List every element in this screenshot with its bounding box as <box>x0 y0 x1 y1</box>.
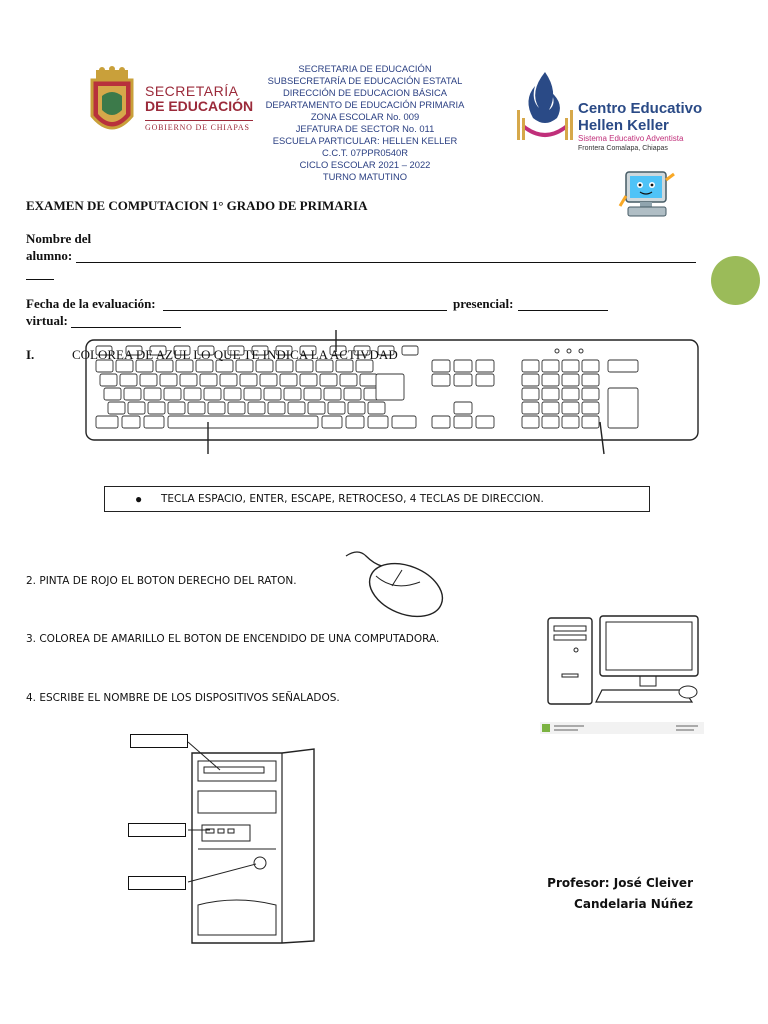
keyboard-key <box>432 360 450 372</box>
keyboard-key <box>300 374 317 386</box>
question-3: 3. COLOREA DE AMARILLO EL BOTON DE ENCENDIDO DE UNA COMPUTADORA. <box>26 633 440 645</box>
logo-line-1: SECRETARÍA <box>145 83 239 99</box>
secretaria-logo-text <box>145 84 253 132</box>
keyboard-key <box>188 402 205 414</box>
keyboard-key <box>392 416 416 428</box>
device-answer-box-3[interactable] <box>128 876 186 890</box>
school-name-1: Centro Educativo <box>578 100 703 117</box>
keyboard-key <box>344 388 361 400</box>
keyboard-key <box>348 402 365 414</box>
keyboard-key <box>288 402 305 414</box>
question-4: 4. ESCRIBE EL NOMBRE DE LOS DISPOSITIVOS SEÑALADOS. <box>26 692 340 704</box>
keyboard-key <box>542 374 559 386</box>
school-name-2: Hellen Keller <box>578 117 669 134</box>
keyboard-key <box>522 388 539 400</box>
keyboard-key <box>108 402 125 414</box>
keyboard-key <box>360 374 377 386</box>
keyboard-key <box>264 388 281 400</box>
logo-line-3: GOBIERNO DE CHIAPAS <box>145 120 253 132</box>
keyboard-key <box>562 416 579 428</box>
keyboard-key <box>522 416 539 428</box>
keyboard-key <box>120 374 137 386</box>
header-line: DIRECCIÓN DE EDUCACION BÁSICA <box>282 87 448 98</box>
keyboard-key <box>260 374 277 386</box>
keyboard-key <box>308 402 325 414</box>
name-line[interactable] <box>76 262 696 263</box>
virtual-line[interactable] <box>71 327 181 328</box>
device-answer-box-2[interactable] <box>128 823 186 837</box>
keyboard-key <box>542 388 559 400</box>
keyboard-key <box>542 416 559 428</box>
header-line: C.C.T. 07PPR0540R <box>322 147 408 158</box>
keyboard-key <box>284 388 301 400</box>
date-label: Fecha de la evaluación: <box>26 296 156 311</box>
keyboard-key <box>322 416 342 428</box>
keyboard-key <box>542 360 559 372</box>
keyboard-key <box>304 388 321 400</box>
school-place: Frontera Comalapa, Chiapas <box>578 145 668 152</box>
presencial-label: presencial: <box>453 296 514 311</box>
virtual-label: virtual: <box>26 313 68 328</box>
section-number: I. <box>26 347 35 362</box>
keyboard-key <box>128 402 145 414</box>
bullet-icon: ● <box>135 492 143 506</box>
keyboard-key <box>522 402 539 414</box>
keyboard-key <box>562 402 579 414</box>
header-line: ZONA ESCOLAR No. 009 <box>310 111 420 122</box>
keyboard-key <box>268 402 285 414</box>
keyboard-key <box>204 388 221 400</box>
school-logo-text <box>578 100 702 153</box>
keyboard-key <box>164 388 181 400</box>
keyboard-key <box>328 402 345 414</box>
keyboard-key <box>148 402 165 414</box>
keyboard-key <box>124 388 141 400</box>
school-subtitle: Sistema Educativo Adventista <box>578 134 684 143</box>
presencial-line[interactable] <box>518 310 608 311</box>
keyboard-key <box>220 374 237 386</box>
keyboard-key <box>144 416 164 428</box>
keyboard-key <box>368 416 388 428</box>
keyboard-key <box>240 374 257 386</box>
keyboard-key <box>228 402 245 414</box>
keyboard-key <box>368 402 385 414</box>
header-line: DEPARTAMENTO DE EDUCACIÓN PRIMARIA <box>265 99 465 110</box>
keyboard-key <box>476 374 494 386</box>
keyboard-key <box>168 402 185 414</box>
keyboard-key <box>582 374 599 386</box>
chiapas-seal-icon <box>86 66 138 142</box>
keyboard-key <box>376 374 404 400</box>
keyboard-key <box>542 402 559 414</box>
header-line: SECRETARIA DE EDUCACIÓN <box>298 63 432 74</box>
stock-watermark-strip <box>540 722 704 734</box>
section-instruction: COLOREA DE AZUL LO QUE TE INDICA LA ACTIVDAD <box>72 347 398 362</box>
exam-title: EXAMEN DE COMPUTACION 1° GRADO DE PRIMARIA <box>26 198 368 213</box>
keyboard-key <box>562 388 579 400</box>
pointer-lines <box>130 730 270 890</box>
keyboard-key <box>522 374 539 386</box>
keyboard-key <box>522 360 539 372</box>
keys-task-text: TECLA ESPACIO, ENTER, ESCAPE, RETROCESO, 4 TECLAS DE DIRECCION. <box>161 493 544 505</box>
keyboard-key <box>454 402 472 414</box>
keyboard-key <box>582 360 599 372</box>
keyboard-key <box>608 388 638 428</box>
keyboard-key <box>96 416 118 428</box>
keyboard-key <box>100 374 117 386</box>
keyboard-key <box>248 402 265 414</box>
keyboard-key <box>340 374 357 386</box>
keyboard-key <box>582 402 599 414</box>
keyboard-key <box>476 360 494 372</box>
keyboard-key <box>180 374 197 386</box>
header-line: TURNO MATUTINO <box>322 171 408 182</box>
keyboard-key <box>454 360 472 372</box>
keyboard-key <box>324 388 341 400</box>
keyboard-key <box>454 416 472 428</box>
date-line[interactable] <box>163 310 447 311</box>
question-2: 2. PINTA DE ROJO EL BOTON DERECHO DEL RATON. <box>26 575 297 587</box>
keyboard-key <box>168 416 318 428</box>
keyboard-key <box>122 416 140 428</box>
keyboard-key <box>454 374 472 386</box>
decorative-green-circle <box>711 256 760 305</box>
teacher-line-2: Candelaria Núñez <box>574 897 693 911</box>
teacher-line-1: Profesor: José Cleiver <box>547 876 693 890</box>
name-line-continuation[interactable] <box>26 279 54 280</box>
keyboard-key <box>280 374 297 386</box>
institution-header <box>250 63 480 183</box>
keyboard-key <box>562 360 579 372</box>
logo-line-2: DE EDUCACIÓN <box>145 98 254 114</box>
header-line: ESCUELA PARTICULAR: HELLEN KELLER <box>272 135 458 146</box>
header-line: SUBSECRETARÍA DE EDUCACIÓN ESTATAL <box>267 75 463 86</box>
keyboard-key <box>224 388 241 400</box>
name-label-1: Nombre del <box>26 231 92 246</box>
header-line: CICLO ESCOLAR 2021 – 2022 <box>299 159 431 170</box>
name-label-2: alumno: <box>26 248 73 263</box>
keys-task-box <box>104 486 650 512</box>
keyboard-key <box>244 388 261 400</box>
keyboard-key <box>608 360 638 372</box>
keyboard-key <box>582 416 599 428</box>
keyboard-key <box>432 416 450 428</box>
keyboard-key <box>160 374 177 386</box>
hellen-keller-flame-icon <box>515 70 575 146</box>
keyboard-key <box>432 374 450 386</box>
keyboard-key <box>104 388 121 400</box>
keyboard-key <box>140 374 157 386</box>
keyboard-key <box>208 402 225 414</box>
keyboard-key <box>402 346 418 355</box>
keyboard-key <box>144 388 161 400</box>
computer-mascot-icon <box>618 166 676 220</box>
keyboard-key <box>582 388 599 400</box>
keyboard-key <box>200 374 217 386</box>
mouse-illustration <box>336 548 446 620</box>
keyboard-key <box>346 416 364 428</box>
keyboard-key <box>562 374 579 386</box>
keyboard-key <box>184 388 201 400</box>
header-line: JEFATURA DE SECTOR No. 011 <box>295 123 435 134</box>
keyboard-key <box>476 416 494 428</box>
computer-illustration <box>544 612 704 708</box>
device-answer-box-1[interactable] <box>130 734 188 748</box>
keyboard-key <box>320 374 337 386</box>
